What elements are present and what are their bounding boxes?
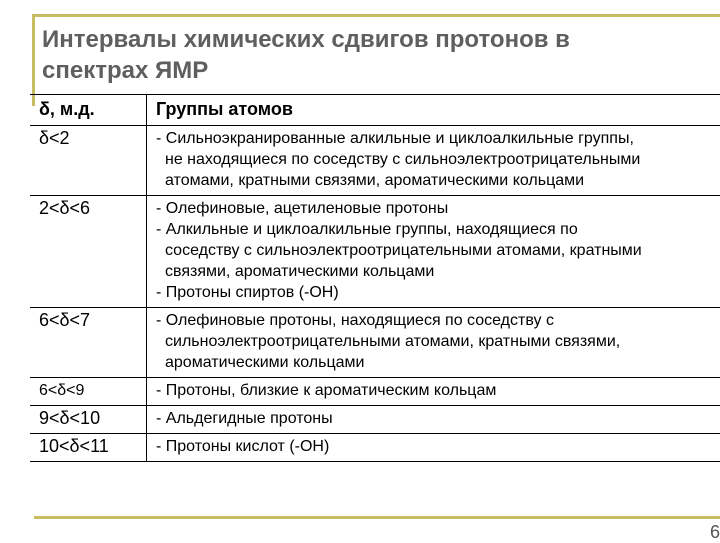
table-row xyxy=(30,308,720,378)
table-row xyxy=(30,378,720,406)
group-line: - Олефиновые, ацетиленовые протоны xyxy=(156,198,714,219)
group-line: - Протоны, близкие к ароматическим кольцам xyxy=(156,380,714,401)
header-delta: δ, м.д. xyxy=(30,95,147,126)
delta-range: 2<δ<6 xyxy=(30,196,147,308)
bottom-rule xyxy=(34,516,720,519)
delta-range: 6<δ<7 xyxy=(30,308,147,378)
group-line: соседству с сильноэлектроотрицательными атомами, кратными xyxy=(156,240,714,261)
delta-range: δ<2 xyxy=(30,126,147,196)
delta-range: 9<δ<10 xyxy=(30,406,147,434)
left-rule xyxy=(32,14,35,106)
groups-cell xyxy=(147,196,720,308)
group-line: - Сильноэкранированные алкильные и циклоалкильные группы, xyxy=(156,128,714,149)
groups-cell xyxy=(147,308,720,378)
table-row xyxy=(30,196,720,308)
groups-cell xyxy=(147,406,720,434)
groups-cell xyxy=(147,378,720,406)
slide-title-line-2: спектрах ЯМР xyxy=(42,55,682,86)
group-line: - Протоны кислот (-ОН) xyxy=(156,436,714,457)
delta-range: 10<δ<11 xyxy=(30,434,147,462)
group-line: - Альдегидные протоны xyxy=(156,408,714,429)
slide-title-line-1: Интервалы химических сдвигов протонов в xyxy=(42,24,682,55)
group-line: связями, ароматическими кольцами xyxy=(156,261,714,282)
group-line: не находящиеся по соседству с сильноэлектроотрицательными xyxy=(156,149,714,170)
groups-cell xyxy=(147,126,720,196)
table-header-row xyxy=(30,95,720,126)
chemical-shift-table xyxy=(30,94,720,462)
group-line: - Олефиновые протоны, находящиеся по соседству с xyxy=(156,310,714,331)
header-groups: Группы атомов xyxy=(147,95,720,126)
table-row xyxy=(30,434,720,462)
table-row xyxy=(30,406,720,434)
group-line: атомами, кратными связями, ароматическими кольцами xyxy=(156,170,714,191)
delta-range: 6<δ<9 xyxy=(30,378,147,406)
table-row xyxy=(30,126,720,196)
groups-cell xyxy=(147,434,720,462)
group-line: ароматическими кольцами xyxy=(156,352,714,373)
group-line: - Алкильные и циклоалкильные группы, находящиеся по xyxy=(156,219,714,240)
slide-title xyxy=(42,24,682,86)
group-line: - Протоны спиртов (-ОН) xyxy=(156,282,714,303)
page-number: 6 xyxy=(710,522,720,543)
top-rule xyxy=(32,14,720,17)
group-line: сильноэлектроотрицательными атомами, кратными связями, xyxy=(156,331,714,352)
